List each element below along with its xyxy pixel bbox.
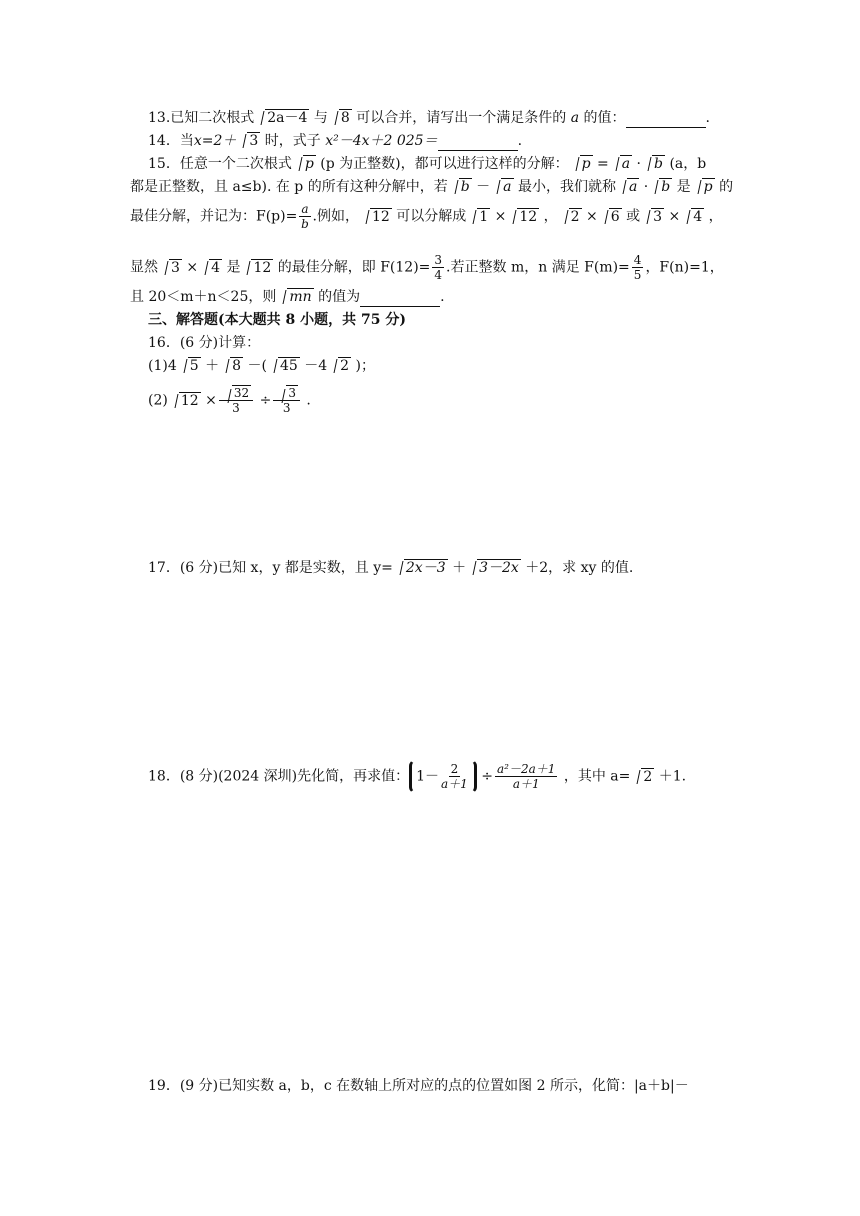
q15-text: 最佳分解，并记为：F(p)=	[130, 208, 298, 225]
sqrt-2: 2	[560, 207, 582, 227]
q15-text: 是	[226, 259, 241, 276]
q15-text: (p 为正整数)，都可以进行这样的分解：	[320, 156, 569, 172]
q15-text: .若正整数 m，n 满足 F(m)=	[446, 259, 630, 276]
sqrt-3-2x: 3－2x	[468, 558, 521, 578]
q13-text: 可以合并，请写出一个满足条件的	[356, 110, 567, 126]
q15-text: 或	[626, 208, 641, 225]
sqrt-1: 1	[468, 207, 490, 227]
q15-text: 是	[676, 179, 691, 195]
sqrt-5: 5	[179, 356, 201, 376]
q15-text: 最小，我们就称	[517, 179, 616, 195]
sqrt-2: 2	[632, 767, 654, 787]
answer-blank[interactable]	[360, 292, 440, 307]
sqrt-12: 12	[361, 207, 392, 227]
sqrt-b: b	[650, 177, 672, 197]
sqrt-p: p	[693, 177, 715, 197]
q16-text: (2)	[148, 392, 168, 409]
fraction-a2-over-a-plus-1: $\frac{\text{a²－2a＋1}}{a+1}$	[497, 762, 556, 791]
sqrt-4: 4	[682, 207, 704, 227]
sqrt-2a-4: 2a－4	[256, 108, 309, 128]
q16-text: )；	[355, 358, 376, 374]
period: .	[705, 110, 710, 126]
q15-text: 的最佳分解，即 F(12)=	[277, 259, 431, 276]
question-15-line-1: 15．任意一个二次根式 p (p 为正整数)，都可以进行这样的分解： p = a · b (a，b	[148, 156, 707, 172]
period: .	[306, 392, 311, 409]
question-13	[148, 108, 710, 128]
question-15-line-5	[130, 287, 445, 307]
sqrt-3: 3	[642, 207, 664, 227]
q17-text: ＋	[452, 560, 467, 576]
sqrt-45: 45	[269, 356, 300, 376]
question-15-line-4: 显然 3 × 4 是 12 的最佳分解，即 F(12)= $\frac{3}{4}$ .若正整数 m，n 满足 F(m)= $\frac{4}{5}$ ，F(n)=1，	[130, 253, 724, 282]
q18-text: ＋1.	[658, 768, 687, 785]
q16-text: －(	[247, 358, 267, 374]
q14-expr: x²－4x＋2 025＝	[325, 133, 438, 149]
q16-text: ×	[205, 392, 217, 409]
q16-text: (1)4	[148, 358, 177, 374]
question-19: 19．(9 分)已知实数 a，b，c 在数轴上所对应的点的位置如图 2 所示，化简：|a＋b|－	[148, 1078, 689, 1094]
q15-text: 可以分解成	[396, 208, 467, 225]
q17-text: 17．(6 分)已知 x，y 都是实数，且 y=	[148, 560, 393, 576]
q18-text: 18．(8 分)(2024 深圳)先化简，再求值：	[148, 768, 410, 785]
q16-text: ＋	[205, 358, 220, 374]
q16-text: －4	[304, 358, 328, 374]
sqrt-2x-3: 2x－3	[395, 558, 448, 578]
sqrt-8: 8	[221, 356, 243, 376]
question-18	[148, 760, 686, 793]
q13-text: 的值：	[583, 110, 626, 126]
q15-text: 显然	[130, 259, 158, 276]
period: .	[517, 133, 523, 149]
q14-text: 时，式子	[264, 133, 321, 149]
question-16-part-1	[148, 356, 375, 376]
fraction-3-over-4: $\frac{3}{4}$	[434, 253, 443, 282]
sqrt-a: a	[492, 177, 513, 197]
question-16-part-2	[148, 386, 311, 415]
sqrt-12: 12	[508, 207, 539, 227]
period: .	[440, 289, 445, 305]
section-heading: 三、解答题(本大题共 8 小题，共 75 分)	[148, 312, 406, 328]
sqrt-3: 3	[160, 258, 182, 278]
q16-text: ÷	[259, 392, 272, 409]
answer-blank[interactable]	[626, 113, 706, 128]
fraction-sqrt3-over-3: $\frac{3}{3}$	[273, 386, 300, 415]
q13-text: 与	[313, 110, 328, 126]
q15-text: ，F(n)=1，	[645, 259, 724, 276]
q18-text: ÷	[481, 768, 494, 785]
q14-expr: x=2＋	[193, 133, 237, 149]
fraction-sqrt32-over-3: $\frac{32}{3}$	[219, 386, 253, 415]
q13-text: 13.已知二次根式	[148, 110, 255, 126]
sqrt-b: b	[450, 177, 472, 197]
fraction-a-over-b: $\frac{a}{b}$	[301, 202, 309, 231]
sqrt-4: 4	[200, 258, 222, 278]
sqrt-a: a	[611, 154, 632, 174]
answer-blank[interactable]	[438, 136, 518, 151]
q14-text: 14．当	[148, 133, 194, 149]
q18-text: ，其中 a=	[563, 768, 631, 785]
question-14	[148, 131, 522, 151]
sqrt-12: 12	[242, 258, 273, 278]
sqrt-p: p	[294, 154, 316, 174]
bracket-expression: 1－ $\frac{2}{a+1}$	[409, 760, 477, 793]
sqrt-12: 12	[170, 391, 201, 411]
q15-text: 15．任意一个二次根式	[148, 156, 292, 172]
q17-text: ＋2，求 xy 的值.	[525, 560, 634, 576]
sqrt-8: 8	[330, 108, 352, 128]
sqrt-2: 2	[329, 356, 351, 376]
question-17	[148, 558, 633, 578]
sqrt-a: a	[618, 177, 639, 197]
q15-text: 都是正整数，且 a≤b). 在 p 的所有这种分解中，若	[130, 179, 448, 195]
var-a: a	[570, 110, 580, 126]
question-16-title: 16．(6 分)计算：	[148, 335, 261, 351]
question-15-line-3: 最佳分解，并记为：F(p)= $\frac{a}{b}$ .例如， 12 可以分解成 1 × 12 ， 2 × 6 或 3 × 4 ，	[130, 202, 723, 231]
sqrt-mn: mn	[278, 287, 313, 307]
q15-text: (a，b	[669, 156, 707, 172]
q15-text: 且 20＜m＋n＜25，则	[130, 289, 277, 305]
q15-text: 的值为	[318, 289, 361, 305]
q15-text: .例如，	[312, 208, 359, 225]
sqrt-b: b	[643, 154, 665, 174]
sqrt-6: 6	[600, 207, 622, 227]
sqrt-p: p	[571, 154, 593, 174]
sqrt-3: 3	[238, 131, 260, 151]
fraction-2-over-a-plus-1: $\frac{2}{a+1}$	[441, 762, 468, 791]
fraction-4-over-5: $\frac{4}{5}$	[633, 253, 642, 282]
question-15-line-2: 都是正整数，且 a≤b). 在 p 的所有这种分解中，若 b － a 最小，我们就称 a · b 是 p 的	[130, 179, 734, 195]
q15-text: 的	[719, 179, 734, 195]
